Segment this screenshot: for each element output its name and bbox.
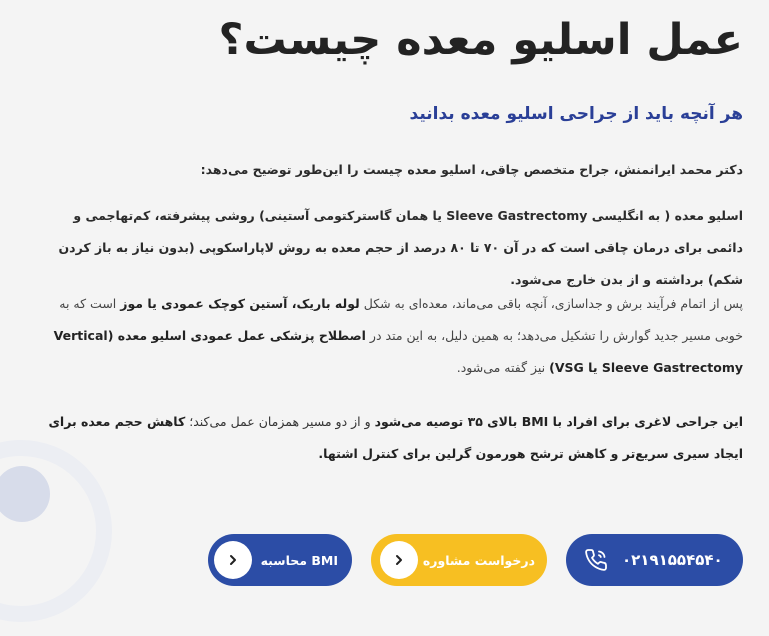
bmi-calculator-button[interactable] — [208, 534, 352, 586]
shape-text-3: نیز گفته می‌شود. — [456, 360, 550, 375]
shape-text-1: پس از اتمام فرآیند برش و جداسازی، آنچه باقی می‌ماند، معده‌ای به شکل — [359, 296, 743, 311]
chevron-left-icon — [380, 541, 418, 579]
consultation-label: درخواست مشاوره — [422, 552, 535, 568]
page-title: عمل اسلیو معده چیست؟ — [218, 15, 743, 65]
shape-bold-2: اصطلاح پزشکی عمل عمودی اسلیو معده (Vertical Sleeve Gastrectomy یا VSG) — [53, 328, 743, 375]
shape-bold-1: لوله باریک، آستین کوچک عمودی یا موز — [120, 296, 360, 311]
shape-paragraph — [39, 288, 743, 384]
phone-number-label: ۰۲۱۹۱۵۵۴۵۴۰ — [622, 551, 723, 569]
phone-call-button[interactable] — [566, 534, 743, 586]
action-buttons — [0, 534, 769, 590]
shape-text-2: است که به خوبی مسیر جدید گوارش را تشکیل می‌دهد؛ به همین دلیل، به این متد در — [59, 296, 743, 343]
bmi-label: محاسبه BMI — [260, 552, 338, 568]
indication-bold-2: کاهش حجم معده برای ایجاد سیری سریع‌تر و کاهش ترشح هورمون گرلین برای کنترل اشتها. — [48, 414, 743, 461]
indication-text-1: و از دو مسیر همزمان عمل می‌کند؛ — [185, 414, 375, 429]
indication-paragraph — [39, 406, 743, 470]
page-subtitle: هر آنچه باید از جراحی اسلیو معده بدانید — [409, 104, 743, 124]
indication-bold-1: این جراحی لاغری برای افراد با BMI بالای ۳۵ توصیه می‌شود — [374, 414, 743, 429]
intro-paragraph: دکتر محمد ایرانمنش، جراح متخصص چاقی، اسلیو معده چیست را این‌طور توضیح می‌دهد: — [200, 162, 743, 177]
chevron-left-icon — [214, 541, 252, 579]
definition-paragraph: اسلیو معده ( به انگلیسی Sleeve Gastrectomy یا همان گاسترکتومی آستینی) روشی پیشرفته، کم‌تهاجمی و دائمی برای درمان چاقی است که در آن ۷۰ تا ۸۰ درصد از حجم معده به روش لاپاراسکوپی (بدون نیاز به باز کردن شکم) برداشته و از بدن خارج می‌شود. — [58, 208, 743, 287]
consultation-request-button[interactable] — [371, 534, 547, 586]
phone-icon — [584, 548, 608, 572]
